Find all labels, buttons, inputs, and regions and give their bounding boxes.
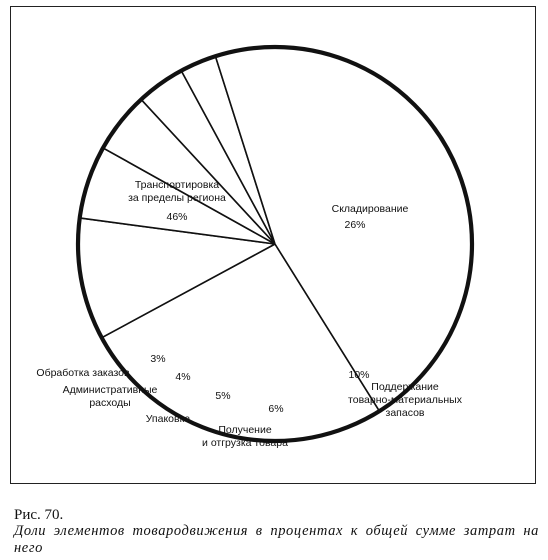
figure-number: Рис. 70. [14,507,64,523]
slice-percent-label: 10% [348,369,370,381]
slice-name-label: Получение и отгрузка товара [202,424,288,449]
slice-name-label: Поддержание товарно-материальных запасов [348,381,462,419]
slice-percent-label: 5% [215,390,231,402]
slice-percent-label: 4% [175,371,191,383]
slice-percent-label: 26% [344,219,366,231]
slice-name-label: Транспортировка за пределы региона [128,179,226,204]
figure-caption: Доли элементов товародвижения в процентах к общей сумме затрат на него [14,523,539,556]
slice-name-label: Упаковка [145,413,191,425]
slice-name-label: Складирование [331,203,409,215]
slice-percent-label: 6% [268,403,284,415]
slice-name-label: Обработка заказов [36,367,130,379]
slice-percent-label: 3% [150,353,166,365]
slice-name-label: Административные расходы [62,384,158,409]
slice-percent-label: 46% [166,211,188,223]
